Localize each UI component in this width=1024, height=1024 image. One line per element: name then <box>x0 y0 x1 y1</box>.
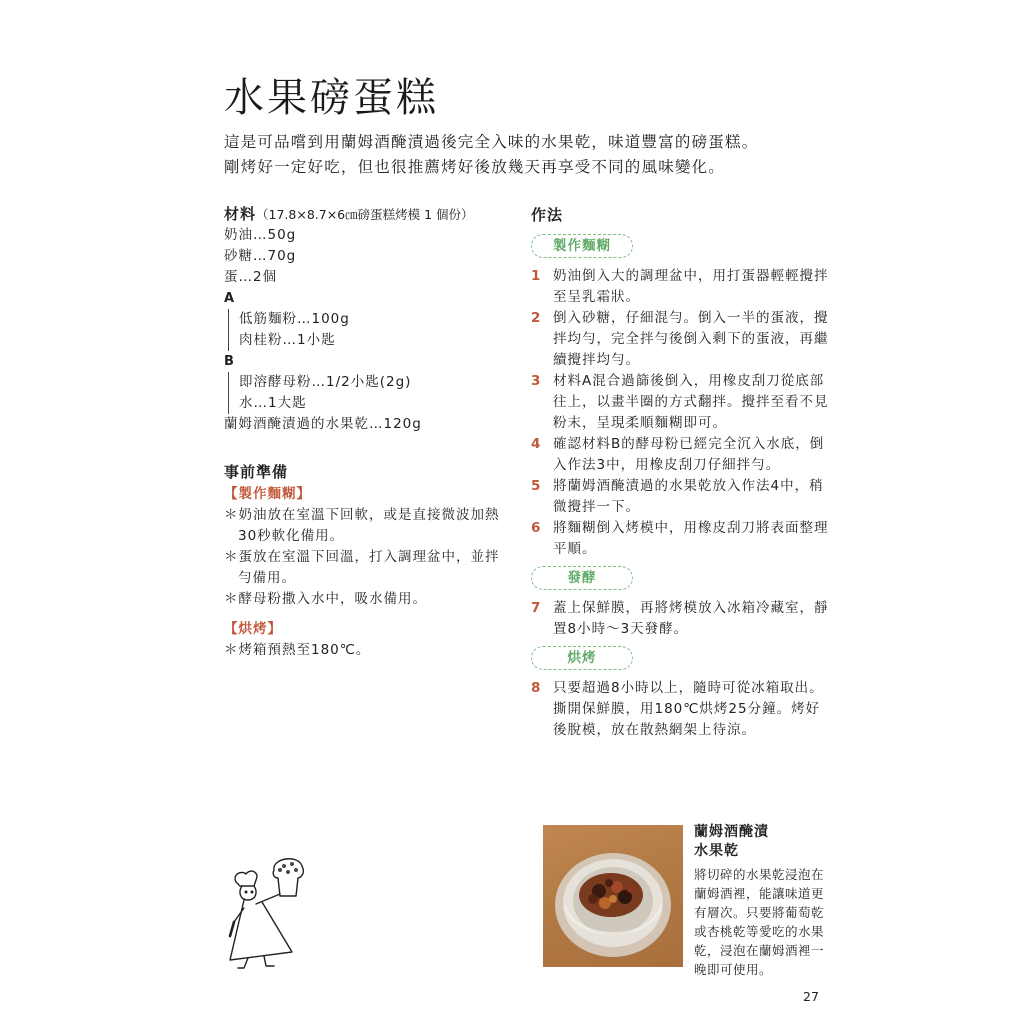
ingredient-item: 肉桂粉…1小匙 <box>239 332 336 348</box>
group-a-list <box>228 309 504 351</box>
sidebar-text: 將切碎的水果乾浸泡在蘭姆酒裡，能讓味道更有層次。只要將葡萄乾或杏桃乾等愛吃的水果乾，浸泡在蘭姆酒裡一晚即可使用。 <box>694 867 825 977</box>
prep-section-label: 【烘烤】 <box>224 621 282 637</box>
step-text: 蓋上保鮮膜，再將烤模放入冰箱冷藏室，靜置8小時～3天發酵。 <box>553 600 829 637</box>
step-number: 1 <box>531 268 542 284</box>
step-text: 只要超過8小時以上，隨時可從冰箱取出。撕開保鮮膜，用180℃烘烤25分鐘。烤好後脫模，放在散熱網架上待涼。 <box>553 680 824 738</box>
ingredient-item: 即溶酵母粉…1/2小匙(2g) <box>239 374 412 390</box>
ingredients-title: 材料 <box>224 205 257 223</box>
method-column <box>531 204 831 741</box>
ingredient-item: 奶油…50g <box>224 227 297 243</box>
prep-heading: 事前準備 <box>224 463 289 481</box>
method-step <box>531 518 831 560</box>
prep-section-label: 【製作麵糊】 <box>224 486 311 502</box>
method-step <box>531 434 831 476</box>
method-section-label: 發酵 <box>531 566 633 590</box>
group-a-label: A <box>224 291 235 306</box>
step-number: 8 <box>531 680 542 696</box>
step-text: 將麵糊倒入烤模中，用橡皮刮刀將表面整理平順。 <box>553 520 829 557</box>
prep-note: ＊蛋放在室溫下回溫，打入調理盆中，並拌勻備用。 <box>224 549 500 586</box>
step-number: 5 <box>531 478 542 494</box>
ingredient-item: 蘭姆酒醃漬過的水果乾…120g <box>224 416 422 432</box>
sidebar-title-line: 水果乾 <box>694 843 739 859</box>
step-number: 6 <box>531 520 542 536</box>
page-title: 水果磅蛋糕 <box>224 75 439 121</box>
step-number: 7 <box>531 600 542 616</box>
group-b-label: B <box>224 354 234 369</box>
group-b-list <box>228 372 504 414</box>
ingredients-column <box>224 204 504 661</box>
method-section-label: 製作麵糊 <box>531 234 633 258</box>
fruit-bowl-icon <box>543 825 683 967</box>
method-step <box>531 266 831 308</box>
method-heading: 作法 <box>531 206 564 224</box>
sidebar-title <box>694 823 769 861</box>
dried-fruit-photo <box>543 825 683 967</box>
prep-note: ＊奶油放在室溫下回軟，或是直接微波加熱30秒軟化備用。 <box>224 507 500 544</box>
intro-line: 這是可品嚐到用蘭姆酒醃漬過後完全入味的水果乾，味道豐富的磅蛋糕。 <box>224 133 759 151</box>
step-text: 倒入砂糖，仔細混勻。倒入一半的蛋液，攪拌均勻，完全拌勻後倒入剩下的蛋液，再繼續攪拌均勻。 <box>553 310 829 368</box>
page-number: 27 <box>803 989 819 1004</box>
ingredients-heading <box>224 204 504 225</box>
ingredient-item: 低筋麵粉…100g <box>239 311 350 327</box>
prep-note: ＊烤箱預熱至180℃。 <box>224 642 371 658</box>
intro-paragraph <box>224 130 758 180</box>
step-number: 2 <box>531 310 542 326</box>
sidebar-title-line: 蘭姆酒醃漬 <box>694 824 769 840</box>
ingredient-item: 蛋…2個 <box>224 269 278 285</box>
ingredient-item: 水…1大匙 <box>239 395 307 411</box>
step-text: 材料A混合過篩後倒入，用橡皮刮刀從底部往上，以畫半圈的方式翻拌。攪拌至看不見粉末，呈現柔順麵糊即可。 <box>553 373 829 431</box>
ingredient-item: 砂糖…70g <box>224 248 297 264</box>
intro-line: 剛烤好一定好吃，但也很推薦烤好後放幾天再享受不同的風味變化。 <box>224 158 726 176</box>
method-step <box>531 678 831 741</box>
method-step <box>531 308 831 371</box>
step-text: 確認材料B的酵母粉已經完全沉入水底，倒入作法3中，用橡皮刮刀仔細拌勻。 <box>553 436 825 473</box>
chef-illustration-icon <box>222 852 312 972</box>
method-step <box>531 476 831 518</box>
method-step <box>531 598 831 640</box>
step-number: 3 <box>531 373 542 389</box>
step-text: 奶油倒入大的調理盆中，用打蛋器輕輕攪拌至呈乳霜狀。 <box>553 268 829 305</box>
method-section-label: 烘烤 <box>531 646 633 670</box>
method-step <box>531 371 831 434</box>
step-number: 4 <box>531 436 542 452</box>
prep-note: ＊酵母粉撒入水中，吸水備用。 <box>224 591 427 607</box>
step-text: 將蘭姆酒醃漬過的水果乾放入作法4中，稍微攪拌一下。 <box>553 478 824 515</box>
ingredients-note: （17.8×8.7×6㎝磅蛋糕烤模 1 個份） <box>256 207 474 222</box>
